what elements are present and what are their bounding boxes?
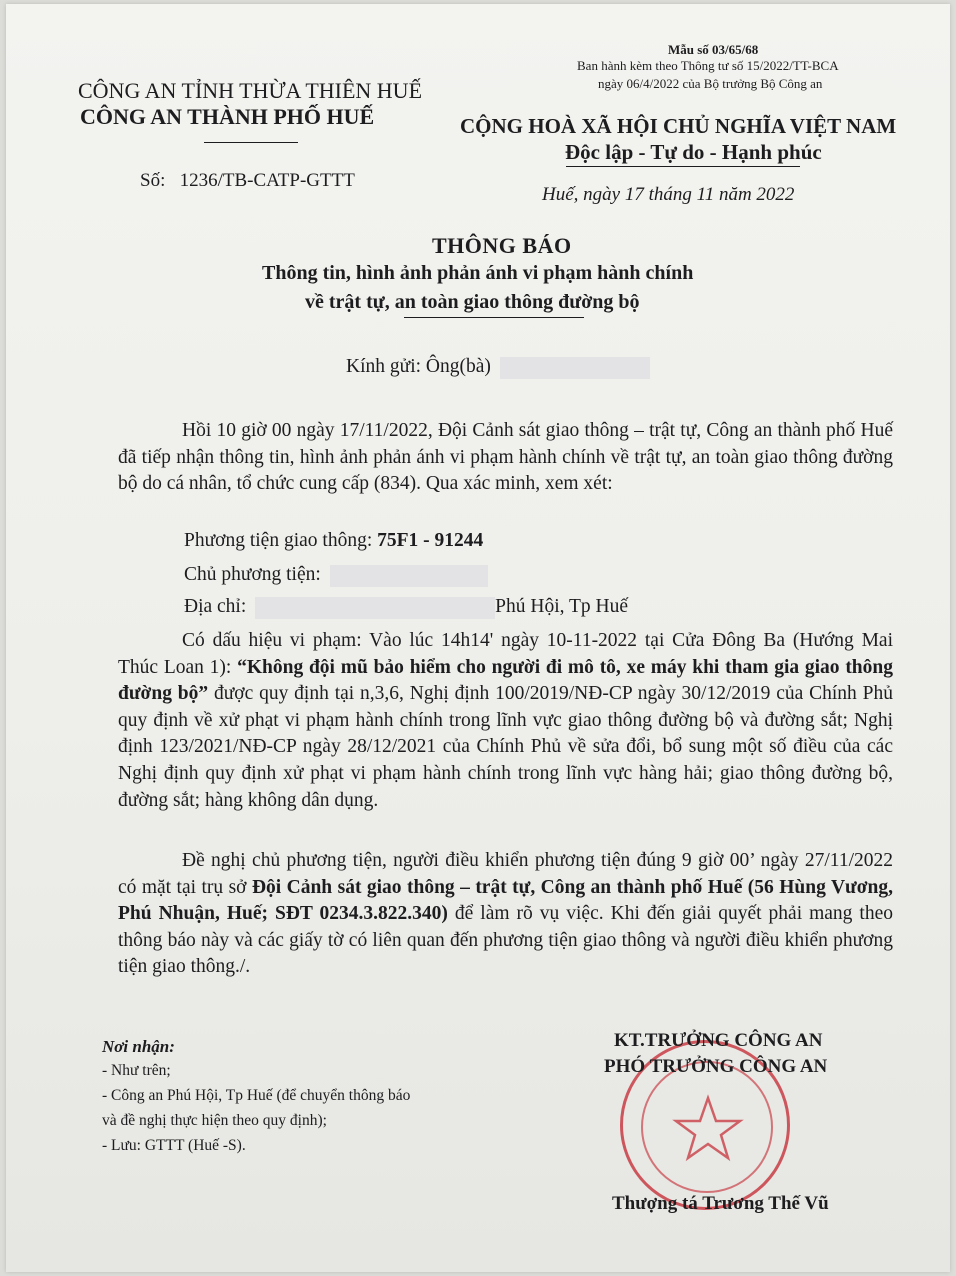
signature-title-1: KT.TRƯỞNG CÔNG AN [614,1030,823,1051]
addressee [346,356,650,379]
violation-paragraph [118,628,893,814]
form-issued-line1: Ban hành kèm theo Thông tư số 15/2022/TT-BCA [577,58,839,73]
request-lead: Đề nghị chủ phương tiện, người điều khiển phương tiện đúng 9 giờ 00’ ngày 27/11/2022 có mặt tại trụ sở [118,850,893,898]
doc-number-value: 1236/TB-CATP-GTTT [179,170,355,191]
redacted-address [255,597,495,619]
form-issued-line2: ngày 06/4/2022 của Bộ trưởng Bộ Công an [598,76,823,91]
recipient-item: - Như trên; [102,1062,171,1079]
place-date: Huế, ngày 17 tháng 11 năm 2022 [542,184,795,205]
agency-parent: CÔNG AN TỈNH THỪA THIÊN HUẾ [78,78,423,103]
agency-name: CÔNG AN THÀNH PHỐ HUẾ [80,104,375,129]
redacted-owner [330,565,488,587]
violation-description: “Không đội mũ bảo hiểm cho người đi mô tô, xe máy khi tham gia giao thông đường bộ” [118,656,894,705]
owner-label: Chủ phương tiện: [184,564,321,585]
recipient-item: - Lưu: GTTT (Huế -S). [102,1137,246,1154]
recipients-heading: Nơi nhận: [102,1037,175,1056]
violation-lead: Có dấu hiệu vi phạm: Vào lúc 14h14' ngày 10-11-2022 tại Cửa Đông Ba (Hướng Mai Thúc Loan 1): [118,630,893,678]
nation-name: CỘNG HOÀ XÃ HỘI CHỦ NGHĨA VIỆT NAM [460,114,897,138]
nation-motto: Độc lập - Tự do - Hạnh phúc [565,140,822,164]
address-tail: Phú Hội, Tp Huế [495,596,629,617]
request-rest: để làm rõ vụ việc. Khi đến giải quyết phải mang theo thông báo này và các giấy tờ có liên quan đến phương tiện giao thông và người điều khiển phương tiện giao thông./. [118,903,893,978]
recipient-item: - Công an Phú Hội, Tp Huế (để chuyển thông báo [102,1087,411,1104]
owner-row [184,564,488,587]
signer-name: Thượng tá Trương Thế Vũ [612,1193,829,1214]
request-paragraph [118,848,893,981]
recipients-list [102,1058,410,1158]
intro-paragraph: Hồi 10 giờ 00 ngày 17/11/2022, Đội Cảnh sát giao thông – trật tự, Công an thành phố Huế đã tiếp nhận thông tin, hình ảnh phản ánh vi phạm hành chính về trật tự, an toàn giao thông đường bộ do cá nhân, tổ chức cung cấp (834). Qua xác minh, xem xét: [118,420,893,495]
agency-underline [204,142,298,143]
redacted-name [500,357,650,379]
address-label: Địa chỉ: [184,596,247,617]
recipient-item: và đề nghị thực hiện theo quy định); [102,1112,327,1129]
doc-number-label: Số: [140,170,166,191]
document-number [140,170,355,192]
vehicle-row [184,530,483,552]
form-number: Mẫu số 03/65/68 [668,42,759,57]
document-subtitle-2: về trật tự, an toàn giao thông đường bộ [305,291,640,313]
addressee-label: Kính gửi: Ông(bà) [346,356,491,377]
title-underline [404,317,584,318]
address-row [184,596,628,619]
signature-title-2: PHÓ TRƯỞNG CÔNG AN [604,1056,828,1077]
vehicle-plate: 75F1 - 91244 [377,530,484,551]
document-subtitle-1: Thông tin, hình ảnh phản ánh vi phạm hành chính [262,262,694,284]
vehicle-label: Phương tiện giao thông: [184,530,373,551]
request-office: Đội Cảnh sát giao thông – trật tự, Công an thành phố Huế (56 Hùng Vương, Phú Nhuận, Huế; SĐT 0234.3.822.340) [118,876,893,925]
document-title: THÔNG BÁO [432,233,572,258]
motto-underline [566,166,800,167]
violation-legal-basis: được quy định tại n,3,6, Nghị định 100/2019/NĐ-CP ngày 30/12/2019 của Chính Phủ quy định về xử phạt vi phạm hành chính trong lĩnh vực giao thông đường bộ và đường sắt; Nghị định 123/2021/NĐ-CP ngày 28/12/2021 của Chính Phủ về sửa đổi, bổ sung một số điều của các Nghị định quy định xử phạt vi phạm hành chính trong lĩnh vực hàng hải; giao thông đường bộ, đường sắt; hàng không dân dụng. [118,683,893,811]
